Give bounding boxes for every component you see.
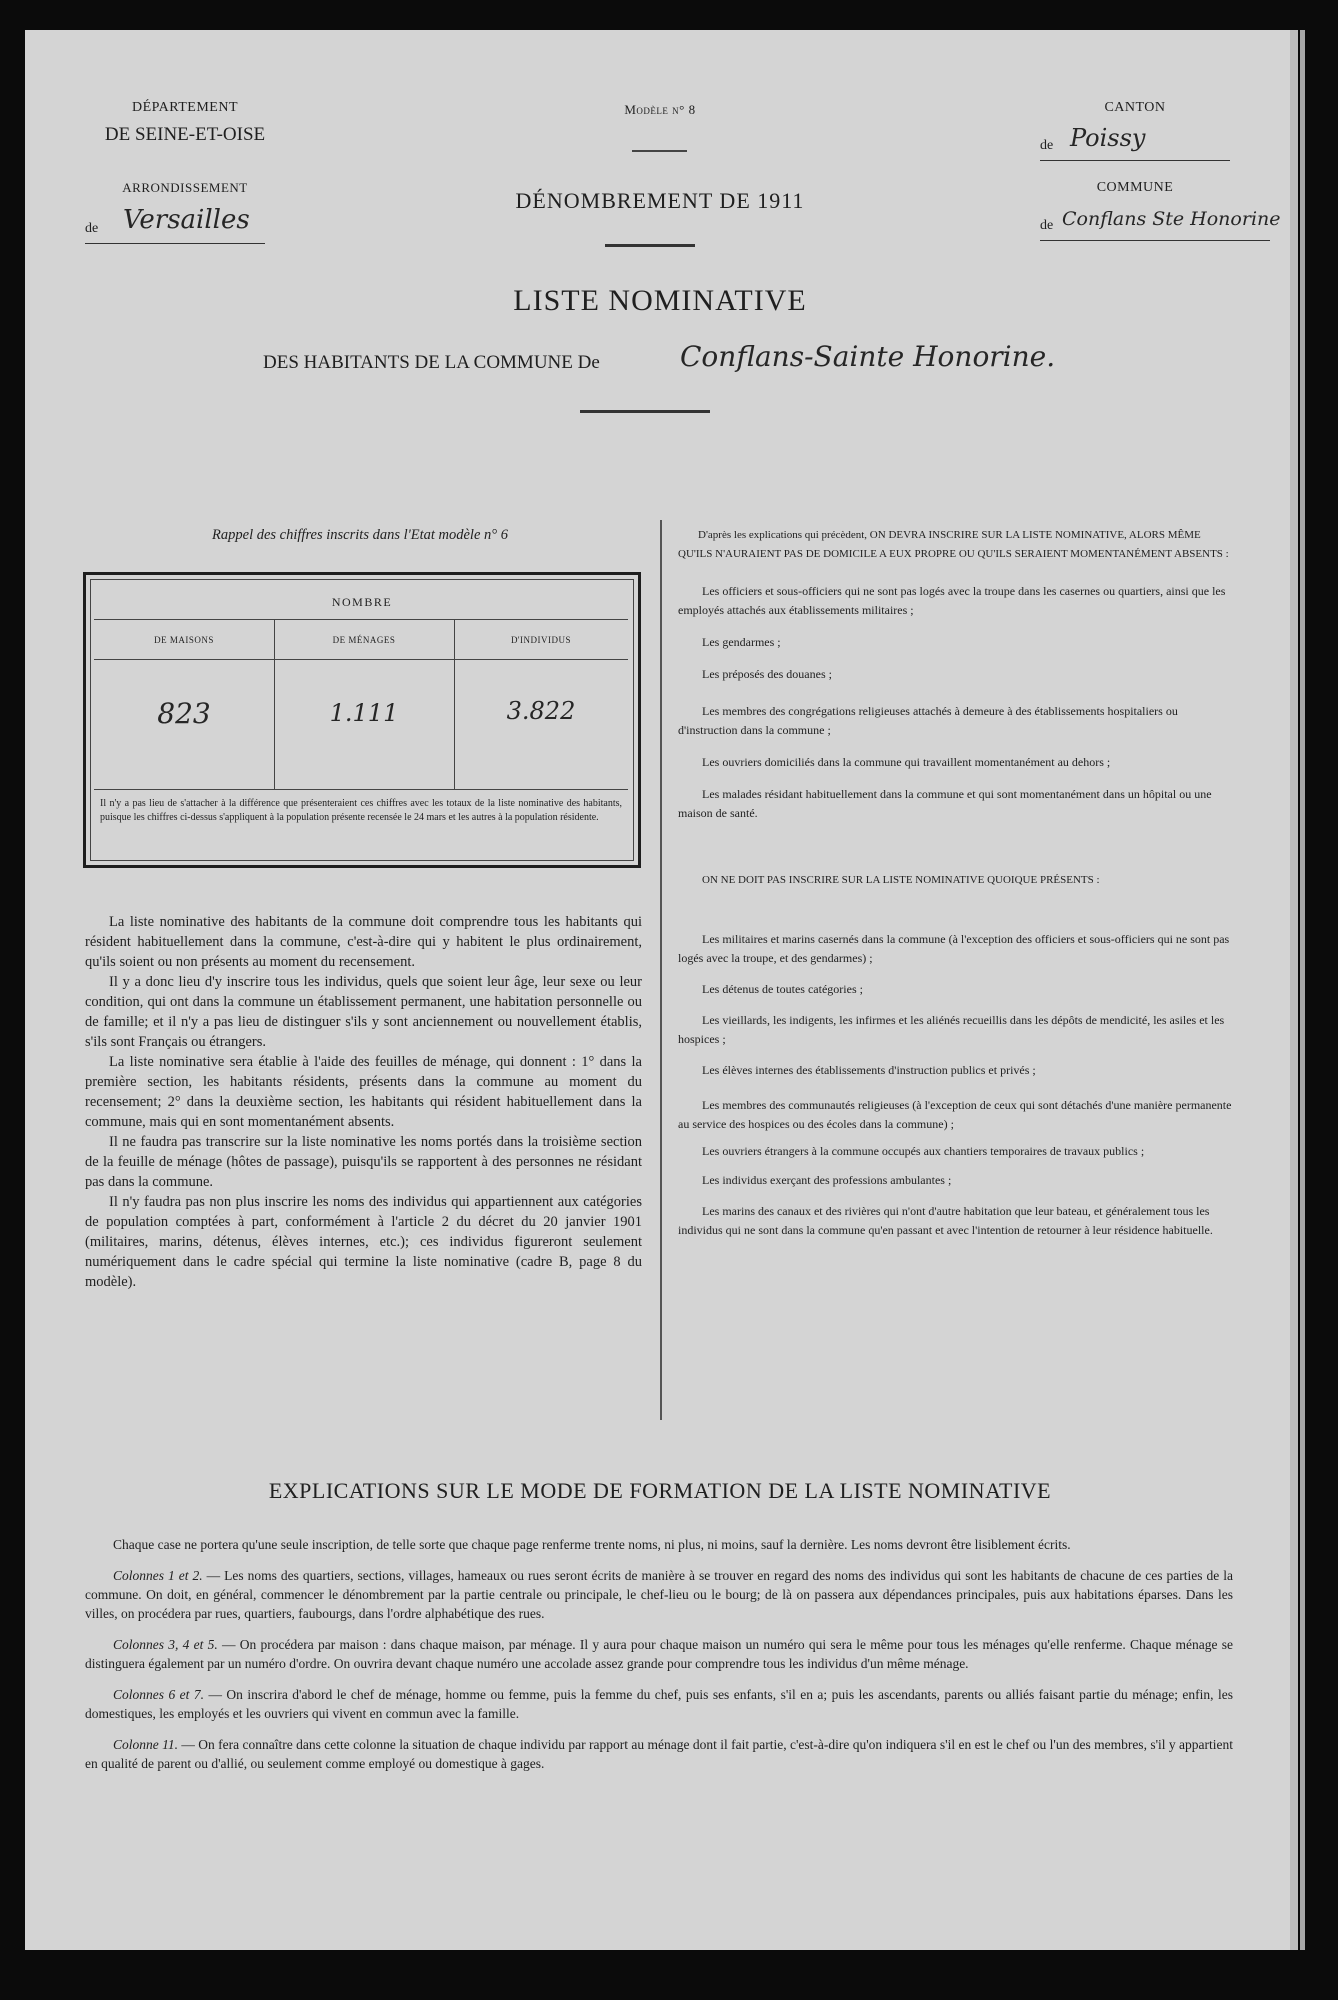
exclude-item-5: Les membres des communautés religieuses (à l'exception de ceux qui sont détachés d'une manière permanente au service des hospices ou des écoles dans la commune) ; [678, 1098, 1232, 1131]
canton-label: CANTON [1104, 100, 1166, 115]
left-instructions [85, 912, 642, 1292]
explications-p2 [85, 1566, 1233, 1623]
table-rule [94, 659, 628, 660]
exclude-item-4: Les élèves internes des établissements d'instruction publics et privés ; [702, 1063, 1036, 1077]
divider [632, 150, 687, 152]
arrondissement-field [85, 205, 265, 244]
include-intro: D'après les explications qui précèdent, ON DEVRA INSCRIRE SUR LA LISTE NOMINATIVE, ALORS MÊME QU'ILS N'AURAIENT PAS DE DOMICILE A EUX PROPRE OU QU'ILS SERAIENT MOMENTANÉMENT ABSENTS : [678, 529, 1229, 560]
canton-handwritten: Poissy [1070, 124, 1146, 152]
explications-title: EXPLICATIONS SUR LE MODE DE FORMATION DE LA LISTE NOMINATIVE [268, 1478, 1052, 1503]
right-instructions [678, 526, 1233, 1240]
departement-label: DÉPARTEMENT [131, 100, 239, 115]
colonnes-6-7-text: — On inscrira d'abord le chef de ménage, homme ou femme, puis la femme du chef, puis ses enfants, s'il en a; puis les ascendants, parents ou alliés faisant partie du ménage; enfin, les domestiques, les employés et les ouvriers qui vivent en commun avec la famille. [85, 1687, 1233, 1721]
left-para-4: Il ne faudra pas transcrire sur la liste nominative les noms portés dans la troisième section de la feuille de ménage (hôtes de passage), puisqu'ils se rapportent à des personnes ne résidant pas dans la commune. [85, 1134, 642, 1190]
explications-p1: Chaque case ne portera qu'une seule inscription, de telle sorte que chaque page renferme trente noms, ni plus, ni moins, sauf la dernière. Les noms devront être lisiblement écrits. [113, 1537, 1071, 1552]
val-maisons: 823 [157, 697, 211, 730]
explications-p3 [85, 1635, 1233, 1673]
val-individus: 3.822 [506, 697, 576, 725]
val-menages: 1.111 [329, 699, 399, 727]
rappel-table [83, 572, 641, 868]
canton-field [1040, 124, 1230, 161]
colonne-11-text: — On fera connaître dans cette colonne la situation de chaque individu par rapport au ménage dont il fait partie, c'est-à-dire qu'on indiquera s'il en est le chef ou l'un des membres, s'il y appartient en qualité de parent ou d'allié, ou seulement comme employé ou domestique à gages. [85, 1737, 1234, 1771]
ornament-divider-2 [580, 410, 710, 413]
left-para-5: Il n'y faudra pas non plus inscrire les noms des individus qui appartiennent aux catégories de population comptées à part, conformément à l'article 2 du décret du 20 janvier 1901 (militaires, marins, détenus, élèves internes, etc.); ces individus figureront seulement numériquement dans le cadre spécial qui termine la liste nominative (cadre B, page 8 du modèle). [85, 1194, 642, 1290]
table-rule [94, 789, 628, 790]
col-individus-header: D'INDIVIDUS [510, 635, 572, 645]
departement-value: DE SEINE-ET-OISE [104, 124, 266, 145]
rappel-caption: Rappel des chiffres inscrits dans l'Etat modèle n° 6 [212, 527, 508, 543]
subtitle-prefix: DES HABITANTS DE LA COMMUNE De [263, 352, 600, 373]
table-rule [94, 619, 628, 620]
exclude-item-3: Les vieillards, les indigents, les infirmes et les aliénés recueillis dans les dépôts de mendicité, les asiles et les hospices ; [678, 1013, 1225, 1046]
commune-label: COMMUNE [1096, 180, 1174, 195]
explications-p4 [85, 1685, 1233, 1723]
colonnes-1-2-text: — Les noms des quartiers, sections, villages, hameaux ou rues seront écrits de manière à se trouver en regard des noms des individus qui sont les habitants de chacune de ces parties de la commune. On doit, en général, commencer le dénombrement par la partie centrale ou principale, le chef-lieu ou le bourg; de là on passera aux dépendances principales, puis aux habitations éparses. Dans les villes, on procédera par rues, quartiers, faubourgs, dans l'ordre alphabétique des rues. [85, 1568, 1233, 1621]
exclude-item-1: Les militaires et marins casernés dans la commune (à l'exception des officiers et sous-officiers qui ne sont pas logés avec la troupe, et des gendarmes) ; [678, 932, 1230, 965]
commune-prefix: de [1040, 218, 1054, 233]
commune-field [1040, 204, 1281, 241]
canton-prefix: de [1040, 138, 1054, 153]
exclude-item-2: Les détenus de toutes catégories ; [702, 982, 863, 996]
commune-handwritten: Conflans Ste Honorine [1062, 208, 1281, 230]
explications-body [85, 1535, 1233, 1773]
include-item-4: Les membres des congrégations religieuses attachés à demeure à des établissements hospitaliers ou d'instruction dans la commune ; [678, 704, 1178, 737]
left-para-1: La liste nominative des habitants de la commune doit comprendre tous les habitants qui résident habituellement dans la commune, c'est-à-dire qui y habitent le plus ordinairement, qu'ils soient ou non présents au moment du recensement. [85, 914, 642, 970]
include-item-1: Les officiers et sous-officiers qui ne sont pas logés avec la troupe dans les casernes ou quartiers, ainsi que les employés attachés aux établissements militaires ; [678, 584, 1226, 617]
rappel-note: Il n'y a pas lieu de s'attacher à la différence que présenteraient ces chiffres avec les totaux de la liste nominative des habitants, puisque les chiffres ci-dessus s'appliquent à la population présente recensée le 24 mars et les autres à la population résidente. [100, 798, 622, 823]
modele-number: Modèle n° 8 [624, 102, 696, 117]
col-maisons-header: DE MAISONS [154, 635, 214, 645]
col-menages-header: DE MÉNAGES [332, 635, 396, 645]
colonne-11-label: Colonne 11. [113, 1737, 179, 1752]
exclude-item-7: Les individus exerçant des professions ambulantes ; [702, 1173, 952, 1187]
exclude-item-6: Les ouvriers étrangers à la commune occupés aux chantiers temporaires de travaux publics ; [702, 1144, 1145, 1158]
include-item-6: Les malades résidant habituellement dans la commune et qui sont momentanément dans un hôpital ou une maison de santé. [678, 787, 1212, 820]
arrondissement-label: ARRONDISSEMENT [122, 180, 248, 195]
include-item-3: Les préposés des douanes ; [702, 667, 832, 681]
include-item-5: Les ouvriers domiciliés dans la commune qui travaillent momentanément au dehors ; [702, 755, 1111, 769]
left-para-2: Il y a donc lieu d'y inscrire tous les individus, quels que soient leur âge, leur sexe ou leur condition, qui ont dans la commune un établissement permanent, une habitation personnelle ou de famille; et il n'y a pas lieu de distinguer s'ils y sont anciennement ou nouvellement établis, s'ils sont Français ou étrangers. [85, 974, 642, 1050]
page-edge-right [1290, 30, 1298, 1950]
explications-p5 [85, 1735, 1233, 1773]
arrondissement-handwritten: Versailles [123, 205, 250, 235]
census-title: DÉNOMBREMENT DE 1911 [515, 188, 805, 213]
arrondissement-prefix: de [85, 221, 99, 236]
column-separator [660, 520, 662, 1420]
ornament-divider [605, 244, 695, 247]
colonnes-6-7-label: Colonnes 6 et 7. [113, 1687, 204, 1702]
left-para-3: La liste nominative sera établie à l'aide des feuilles de ménage, qui donnent : 1° dans la première section, les habitants résidents, présents dans la commune au moment du recensement; 2° dans la deuxième section, les habitants qui résident habituellement dans la commune, mais qui en sont momentanément absents. [85, 1054, 642, 1130]
main-title: LISTE NOMINATIVE [513, 284, 807, 317]
colonnes-1-2-label: Colonnes 1 et 2. [113, 1568, 203, 1583]
colonnes-3-4-5-label: Colonnes 3, 4 et 5. [113, 1637, 218, 1652]
nombre-header: NOMBRE [331, 595, 393, 609]
exclude-title: ON NE DOIT PAS INSCRIRE SUR LA LISTE NOMINATIVE QUOIQUE PRÉSENTS : [702, 874, 1100, 886]
include-item-2: Les gendarmes ; [702, 635, 781, 649]
page-edge-right-2 [1300, 30, 1305, 1950]
subtitle-handwritten-commune: Conflans-Sainte Honorine. [680, 340, 1056, 373]
colonnes-3-4-5-text: — On procédera par maison : dans chaque maison, par ménage. Il y aura pour chaque maison un numéro qui sera le même pour tous les ménages qu'elle renferme. Chaque ménage se distinguera également par un numéro d'ordre. On ouvrira devant chaque numéro une accolade assez grande pour comprendre tous les individus d'un même ménage. [85, 1637, 1233, 1671]
exclude-item-8: Les marins des canaux et des rivières qui n'ont d'autre habitation que leur bateau, et généralement tous les individus qui ne sont dans la commune qu'en passant et avec l'intention de retourner à leur résidence habituelle. [678, 1204, 1213, 1237]
